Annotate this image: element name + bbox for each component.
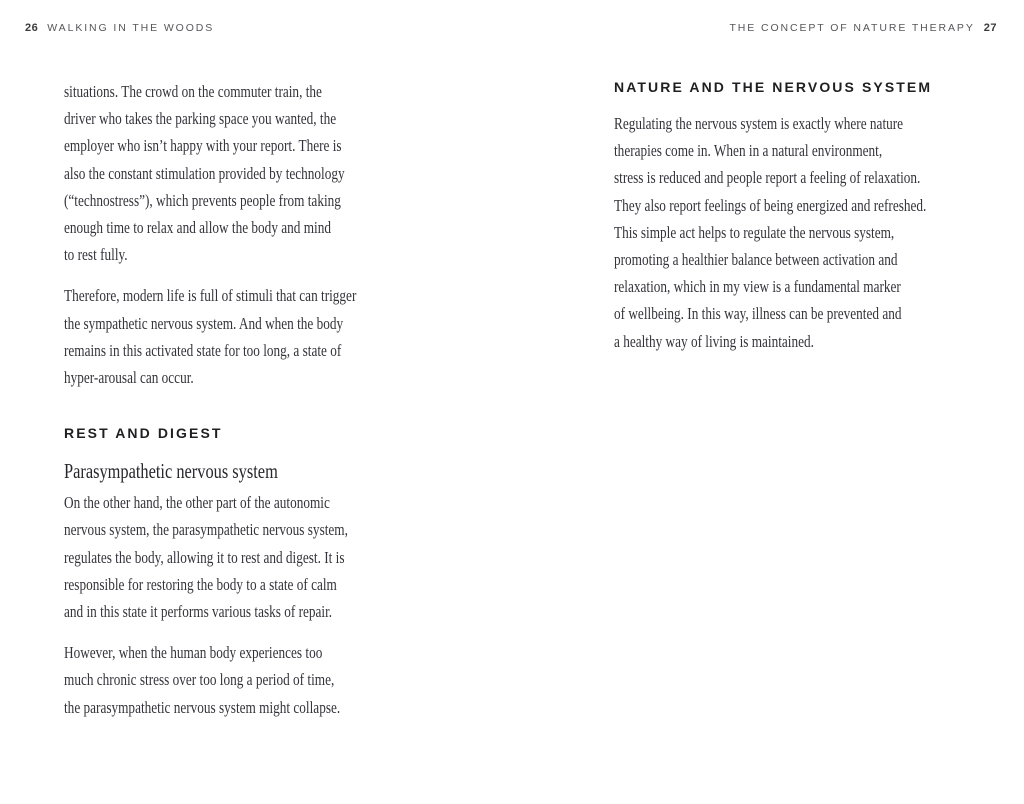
text-line: nervous system, the parasympathetic nervous system,: [64, 520, 348, 540]
paragraph-parasympathetic-function: [64, 489, 348, 625]
text-line: relaxation, which in my view is a fundamental marker: [614, 277, 901, 297]
text-line: much chronic stress over too long a period of time,: [64, 670, 335, 690]
text-line: situations. The crowd on the commuter train, the: [64, 82, 322, 101]
text-line: They also report feelings of being energized and refreshed.: [614, 195, 927, 215]
text-line: therapies come in. When in a natural environment,: [614, 141, 883, 161]
text-line: driver who takes the parking space you wanted, the: [64, 109, 337, 129]
page-number-right: 27: [983, 22, 997, 34]
page-number-left: 26: [25, 22, 39, 34]
paragraph-modern-stimuli: [64, 78, 345, 268]
text-line: and in this state it performs various tasks of repair.: [64, 602, 333, 622]
text-line: (“technostress”), which prevents people from taking: [64, 190, 341, 210]
text-line: enough time to relax and allow the body and mind: [64, 218, 331, 238]
text-line: promoting a healthier balance between activation and: [614, 250, 898, 270]
text-line: regulates the body, allowing it to rest and digest. It is: [64, 547, 345, 567]
running-header: [25, 22, 997, 34]
text-line: stress is reduced and people report a feeling of relaxation.: [614, 168, 921, 188]
text-line: of wellbeing. In this way, illness can be prevented and: [614, 304, 902, 324]
paragraph-sympathetic-trigger: [64, 282, 357, 391]
text-line: However, when the human body experiences too: [64, 643, 323, 663]
section-heading-rest-and-digest: REST AND DIGEST: [64, 425, 223, 442]
section-heading-nature-nervous-system: NATURE AND THE NERVOUS SYSTEM: [614, 79, 933, 95]
running-header-right: [729, 22, 997, 34]
text-line: also the constant stimulation provided by technology: [64, 163, 345, 183]
book-title: WALKING IN THE WOODS: [47, 22, 215, 34]
text-line: This simple act helps to regulate the nervous system,: [614, 222, 895, 242]
text-line: responsible for restoring the body to a state of calm: [64, 574, 337, 594]
chapter-title: THE CONCEPT OF NATURE THERAPY: [729, 22, 975, 34]
text-line: the parasympathetic nervous system might collapse.: [64, 697, 341, 717]
text-line: On the other hand, the other part of the autonomic: [64, 493, 330, 513]
text-line: the sympathetic nervous system. And when the body: [64, 313, 344, 333]
text-line: employer who isn’t happy with your report. There is: [64, 136, 342, 156]
running-header-left: [25, 22, 214, 34]
text-line: remains in this activated state for too long, a state of: [64, 340, 342, 360]
text-line: Regulating the nervous system is exactly where nature: [614, 114, 904, 133]
left-page-column: [64, 78, 410, 721]
paragraph-chronic-stress-collapse: [64, 639, 341, 721]
text-line: a healthy way of living is maintained.: [614, 331, 814, 351]
text-line: hyper-arousal can occur.: [64, 368, 194, 388]
subheading-parasympathetic-nervous-system: Parasympathetic nervous system: [64, 459, 278, 484]
right-page-column: [614, 78, 1014, 355]
text-line: Therefore, modern life is full of stimuli that can trigger: [64, 286, 357, 306]
text-line: to rest fully.: [64, 245, 128, 265]
paragraph-nature-therapy-benefits: [614, 110, 926, 355]
